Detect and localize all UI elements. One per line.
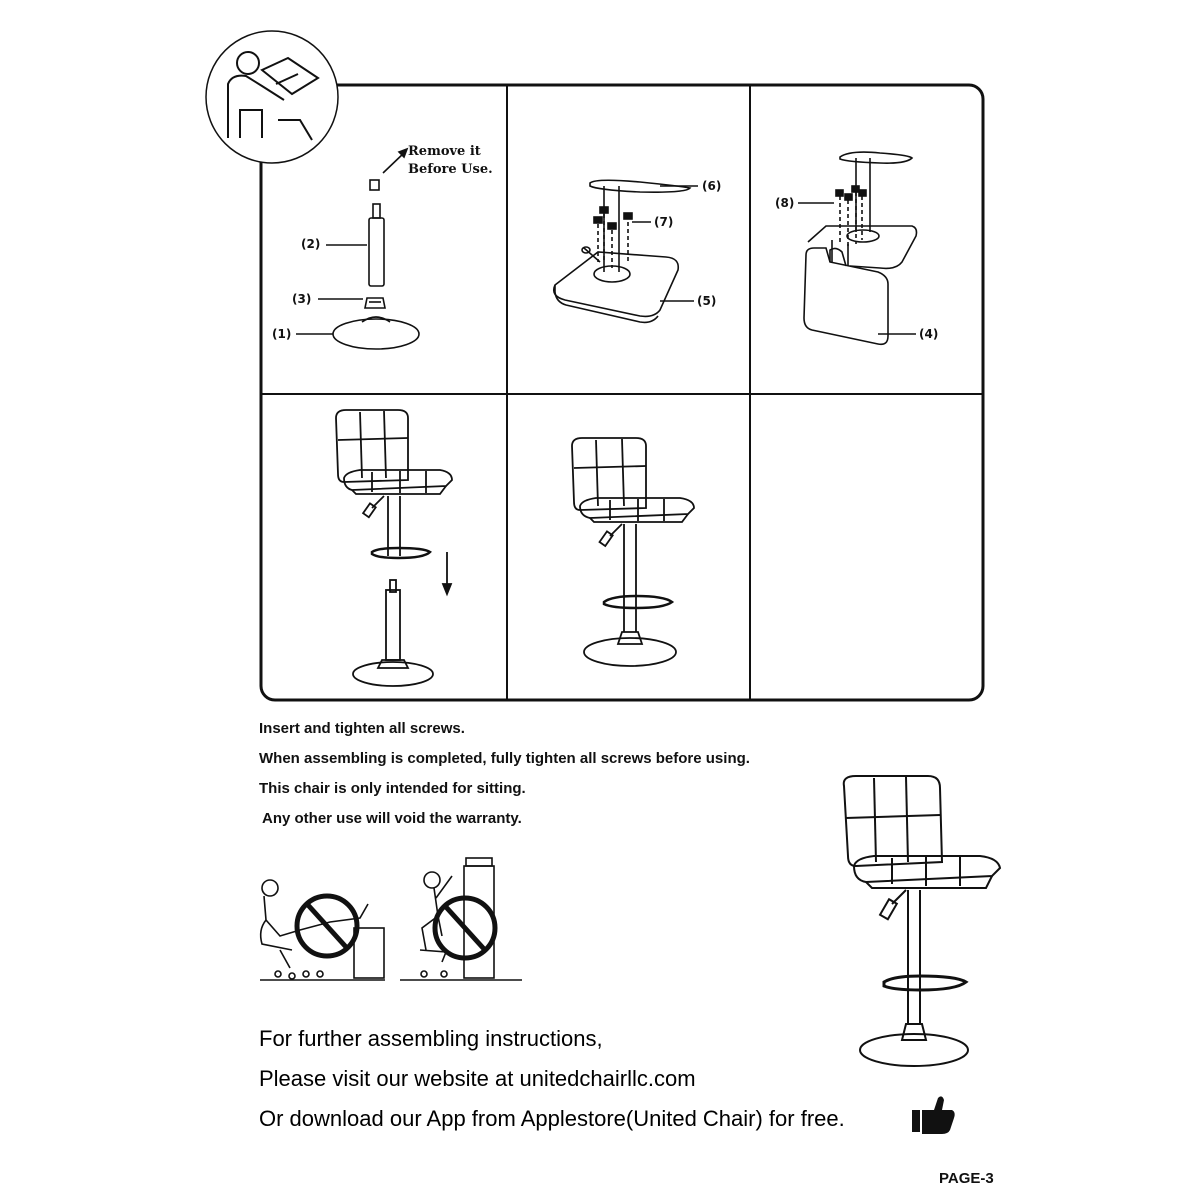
instruction-line: Insert and tighten all screws. [259, 720, 465, 737]
remove-cap-note-line2: Before Use. [408, 162, 493, 177]
remove-cap-note-line1: Remove it [408, 144, 481, 159]
instruction-line: Any other use will void the warranty. [262, 810, 522, 827]
instruction-line: When assembling is completed, fully tighten all screws before using. [259, 750, 750, 767]
part-label-7: (7) [654, 215, 674, 229]
instruction-line: This chair is only intended for sitting. [259, 780, 526, 797]
footer-line: For further assembling instructions, [259, 1026, 603, 1051]
step2-drawing [554, 180, 698, 322]
step4-drawing [336, 410, 452, 686]
page-number: PAGE-3 [939, 1170, 994, 1187]
reading-manual-icon [206, 31, 338, 163]
part-label-3: (3) [292, 292, 312, 306]
bar-stool-illustration [844, 776, 1000, 1066]
part-label-8: (8) [775, 196, 795, 210]
part-label-4: (4) [919, 327, 939, 341]
remove-cap-note [408, 143, 493, 179]
no-leaning-back-icon [260, 880, 385, 980]
part-label-5: (5) [697, 294, 717, 308]
part-label-1: (1) [272, 327, 292, 341]
thumbs-up-icon [912, 1096, 955, 1134]
step5-drawing [572, 438, 694, 666]
part-label-6: (6) [702, 179, 722, 193]
footer-line: Or download our App from Applestore(United Chair) for free. [259, 1106, 845, 1131]
footer-line: Please visit our website at unitedchairllc.com [259, 1066, 696, 1091]
part-label-2: (2) [301, 237, 321, 251]
no-standing-icon [400, 858, 522, 980]
step3-drawing [798, 152, 917, 344]
